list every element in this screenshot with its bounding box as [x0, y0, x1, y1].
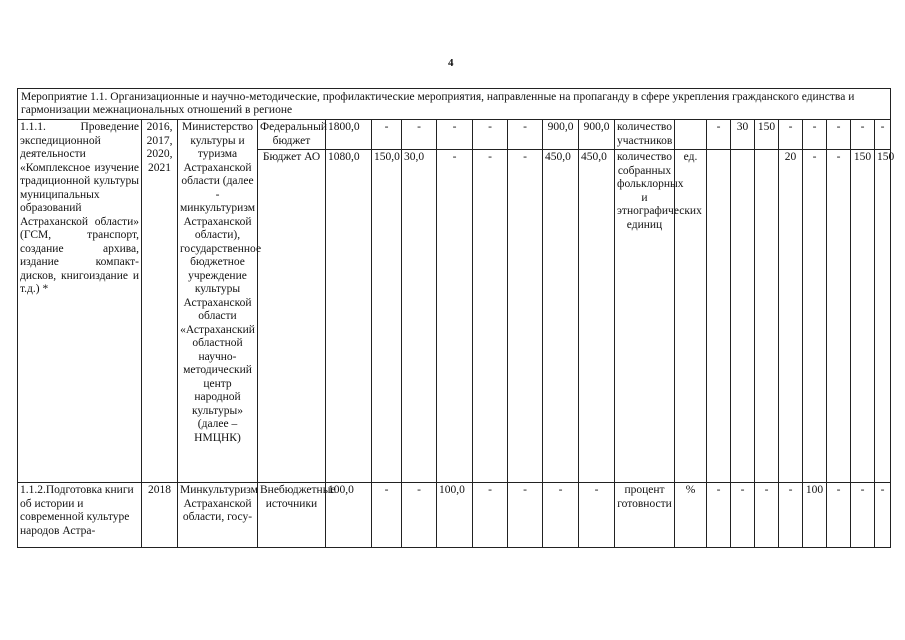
funding-source: Федеральный бюджет — [258, 120, 326, 150]
funding-source: Внебюджетные источники — [258, 483, 326, 548]
indicator-value: - — [731, 483, 755, 548]
funding-total: 1080,0 — [326, 150, 372, 483]
indicator-value: - — [875, 483, 891, 548]
indicator-value: - — [803, 150, 827, 483]
funding-2018: - — [473, 150, 508, 483]
section-header-row — [18, 89, 891, 120]
indicator-value: - — [707, 483, 731, 548]
funding-2016: - — [402, 483, 437, 548]
activity-executor: Министерство культуры и туризма Астраханской области (далее - минкультуризм Астраханской области), государственное бюджетное учреждение культуры Астраханской области «Астраханский областной научно-методический центр народной культуры» (далее – НМЦНК) — [178, 120, 258, 483]
program-table — [17, 88, 895, 548]
indicator-value: 150 — [875, 150, 891, 483]
indicator-value: - — [779, 120, 803, 150]
funding-2021: 900,0 — [579, 120, 615, 150]
indicator-value: 150 — [851, 150, 875, 483]
indicator-value: - — [827, 120, 851, 150]
indicator-value — [707, 150, 731, 483]
funding-2016: 30,0 — [402, 150, 437, 483]
funding-2016: - — [402, 120, 437, 150]
funding-2020: - — [543, 483, 579, 548]
activity-years: 2016, 2017, 2020, 2021 — [142, 120, 178, 483]
indicator-value: - — [827, 483, 851, 548]
indicator-value: - — [827, 150, 851, 483]
activity-years: 2018 — [142, 483, 178, 548]
indicator-value: 150 — [755, 120, 779, 150]
funding-2019: - — [508, 150, 543, 483]
section-title: Мероприятие 1.1. Организационные и научно-методические, профилактические мероприятия, направленные на пропаганду в сфере укрепления гражданского единства и гармонизации межнациональных отношений в регионе — [18, 89, 891, 120]
funding-2019: - — [508, 120, 543, 150]
indicator-value: 20 — [779, 150, 803, 483]
funding-2019: - — [508, 483, 543, 548]
page-number: 4 — [448, 57, 454, 69]
indicator-value — [755, 150, 779, 483]
indicator-value: - — [779, 483, 803, 548]
funding-total: 100,0 — [326, 483, 372, 548]
indicator-value: - — [803, 120, 827, 150]
indicator-value: - — [707, 120, 731, 150]
indicator-unit: ед. — [675, 150, 707, 483]
indicator-value: - — [851, 120, 875, 150]
indicator-unit: % — [675, 483, 707, 548]
funding-2015: - — [372, 120, 402, 150]
indicator-value: - — [851, 483, 875, 548]
indicator-name: процент готовности — [615, 483, 675, 548]
funding-source: Бюджет АО — [258, 150, 326, 483]
indicator-value: - — [755, 483, 779, 548]
funding-2021: 450,0 — [579, 150, 615, 483]
funding-2021: - — [579, 483, 615, 548]
indicator-value: - — [875, 120, 891, 150]
indicator-name: количество участников — [615, 120, 675, 150]
activity-name: 1.1.2.Подготовка книги об истории и современной культуре народов Астра- — [18, 483, 142, 548]
funding-2017: 100,0 — [437, 483, 473, 548]
indicator-value: 30 — [731, 120, 755, 150]
funding-2017: - — [437, 120, 473, 150]
activity-name: 1.1.1. Проведение экспедиционной деятельности «Комплексное изучение традиционной культуры муниципальных образований Астраханской области» (ГСМ, транспорт, создание архива, издание компакт-дисков, книгоиздание и т.д.) * — [18, 120, 142, 483]
table-row — [18, 120, 891, 150]
funding-2018: - — [473, 120, 508, 150]
funding-2020: 900,0 — [543, 120, 579, 150]
indicator-unit — [675, 120, 707, 150]
indicator-value: 100 — [803, 483, 827, 548]
funding-2015: 150,0 — [372, 150, 402, 483]
indicator-name: количество собранных фольклорных и этнографических единиц — [615, 150, 675, 483]
activity-executor: Минкультуризм Астраханской области, госу- — [178, 483, 258, 548]
indicator-value — [731, 150, 755, 483]
funding-2018: - — [473, 483, 508, 548]
funding-2015: - — [372, 483, 402, 548]
table-row — [18, 483, 891, 548]
funding-2017: - — [437, 150, 473, 483]
program-table-sheet — [17, 88, 895, 558]
funding-2020: 450,0 — [543, 150, 579, 483]
funding-total: 1800,0 — [326, 120, 372, 150]
